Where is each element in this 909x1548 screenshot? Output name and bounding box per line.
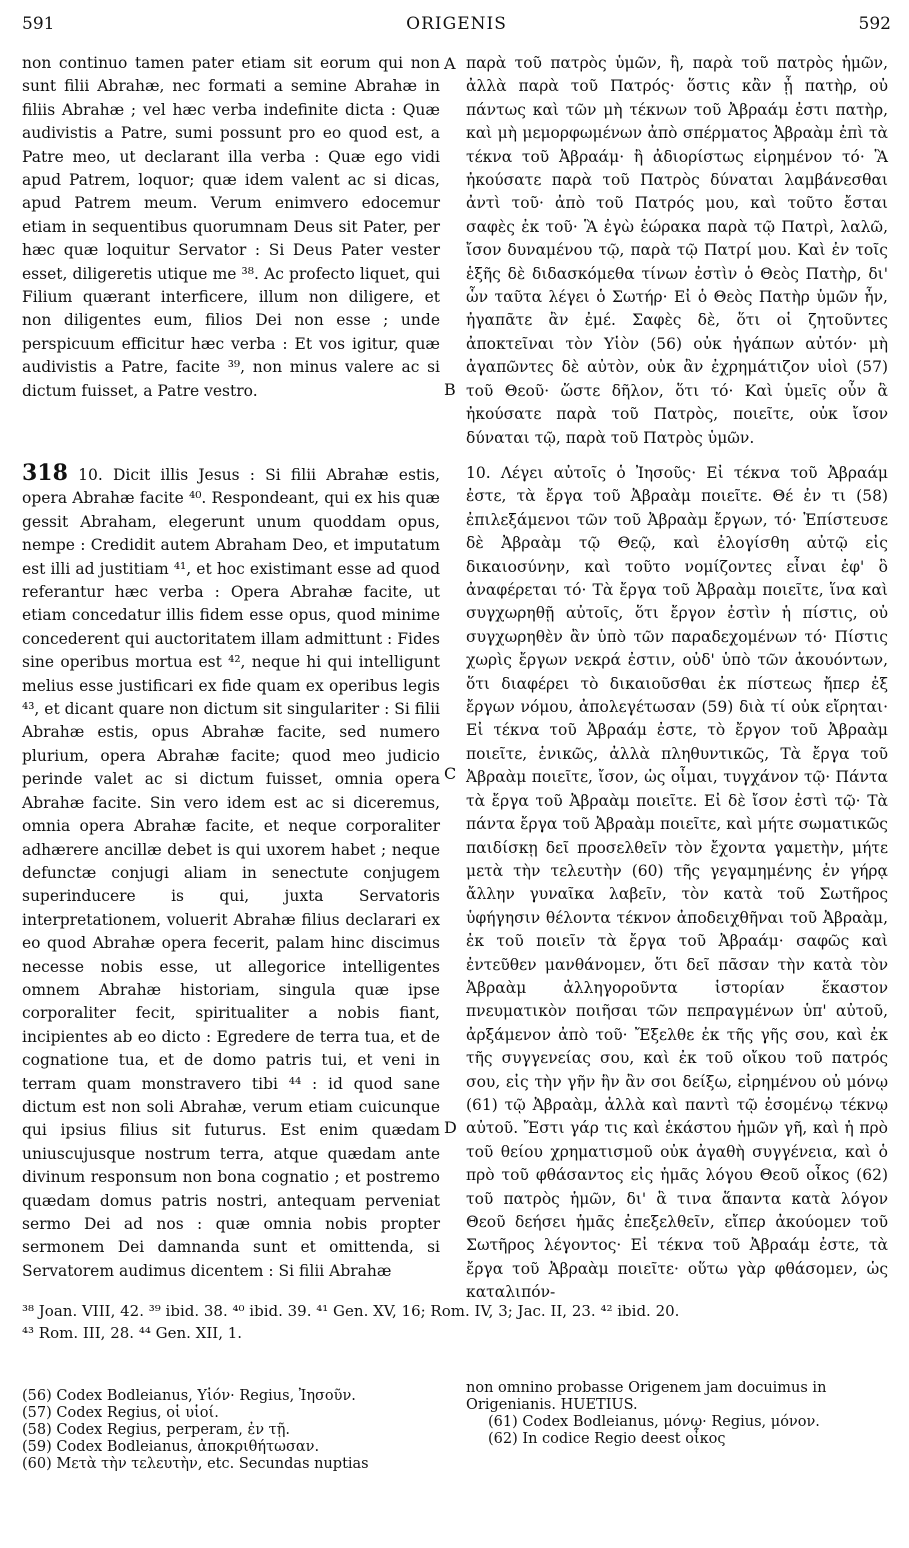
running-title: ORIGENIS bbox=[406, 14, 507, 34]
apparatus-note: (62) In codice Regio deest οἶκος bbox=[488, 1431, 726, 1447]
apparatus-note: (56) Codex Bodleianus, Υἱόν· Regius, Ἰησοῦν. bbox=[22, 1388, 356, 1404]
footnote-line: ⁴³ Rom. III, 28. ⁴⁴ Gen. XII, 1. bbox=[22, 1324, 243, 1342]
page-header bbox=[22, 14, 891, 38]
apparatus-note: (60) Μετὰ τὴν τελευτὴν, etc. Secundas nuptias bbox=[22, 1456, 369, 1472]
right-page-number: 592 bbox=[858, 14, 891, 34]
greek-column-top bbox=[466, 52, 888, 450]
margin-marker-b: B bbox=[444, 380, 456, 399]
greek-column-bottom bbox=[466, 462, 888, 1305]
latin-paragraph-1: non continuo tamen pater etiam sit eorum qui non sunt filii Abrahæ, nec formati a semine Abrahæ in filiis Abrahæ ; vel hæc verba indefinite dicta : Quæ audivistis a Patre, sumi possunt pro eo quod est, a Patre meo, ut declarant illa verba : Quæ ego vidi apud Patrem, loquor; quæ idem valent ac si dicas, apud Patrem meum. Verum enimvero edocemur etiam in sequentibus quorumnam Deus sit Pater, per hæc quæ loquitur Servator : Si Deus Pater vester esset, diligeretis utique me ³⁸. Ac profecto liquet, qui Filium quærant interficere, illum non diligere, et non diligentes eum, filios Dei non esse ; unde perspicuum efficitur hæc verba : Et vos igitur, quæ audivistis a Patre, facite ³⁹, non minus valere ac si dictum fuisset, a Patre vestro. bbox=[22, 54, 440, 400]
latin-paragraph-2-text: 10. Dicit illis Jesus : Si filii Abrahæ estis, opera Abrahæ facite ⁴⁰. Respondeant, qui ex his quæ gessit Abraham, elegerunt unum quoddam opus, nempe : Credidit autem Abraham Deo, et imputatum est illi ad justitiam ⁴¹, et hoc existimant esse ad quod referantur hæc verba : Opera Abrahæ facite, ut etiam concedatur illis fidem esse opus, quod minime concederent qui auctoritatem illam admittunt : Fides sine operibus mortua est ⁴², neque hi qui intelligunt melius esse justificari ex fide quam ex operibus legis ⁴³, et dicant quare non dictum sit singulariter : Si filii Abrahæ estis, opus Abrahæ facite, sed numero plurium, opera Abrahæ facite; quod meo judicio perinde valet ac si dictum fuisset, omnia opera Abrahæ facite. Sin vero idem est ac si diceremus, omnia opera Abrahæ facite, et neque corporaliter adhærere ancillæ debet is qui uxorem habet ; neque defunctæ conjugi aliam in senectute conjugem superinducere is qui, juxta Servatoris interpretationem, voluerit Abrahæ filius declarari ex eo quod Abrahæ opera fecerit, palam hinc discimus necesse nobis esse, ut allegorice intelligentes omnem Abrahæ historiam, singula quæ ipse corporaliter fecit, spiritualiter a nobis fiant, incipientes ab eo dicto : Egredere de terra tua, et de cognatione tua, et de domo patris tui, et veni in terram quam monstravero tibi ⁴⁴ : id quod sane dictum est non soli Abrahæ, verum etiam cuicunque qui ipsius filius sit futurus. Est enim quædam uniuscujusque nostrum terra, atque quædam ante divinum responsum non bona cognatio ; et postremo quædam domus patris nostri, antequam perveniat sermo Dei ad nos : quæ omnia nobis propter sermonem Dei damnanda sunt et omittenda, si Servatorem audimus dicentem : Si filii Abrahæ bbox=[22, 466, 440, 1280]
apparatus-note: (57) Codex Regius, οἱ υἱοί. bbox=[22, 1405, 219, 1421]
apparatus-note: non omnino probasse Origenem jam docuimus in Origenianis. HUETIUS. bbox=[466, 1380, 827, 1413]
margin-marker-a: A bbox=[444, 54, 456, 73]
latin-column-top bbox=[22, 52, 440, 403]
left-page-number: 591 bbox=[22, 14, 55, 34]
section-number: 318 bbox=[22, 460, 68, 486]
margin-marker-d: D bbox=[444, 1118, 457, 1137]
greek-paragraph-1: παρὰ τοῦ πατρὸς ὑμῶν, ἢ, παρὰ τοῦ πατρὸς ἡμῶν, ἀλλὰ παρὰ τοῦ Πατρός· ὅστις κἂν ᾖ πατὴρ, οὐ πάντως καὶ τῶν μὴ τέκνων τοῦ Ἀβραάμ ἐστι πατὴρ, καὶ μὴ μεμορφωμένων ἀπὸ σπέρματος Ἀβραὰμ ἐπὶ τὰ τέκνα τοῦ Ἀβραάμ· ἢ ἀδιορίστως εἰρημένον τό· Ἃ ἠκούσατε παρὰ τοῦ Πατρὸς δύναται λαμβάνεσθαι ἀντὶ τοῦ· ἀπὸ τοῦ Πατρός μου, καὶ τοῦτο ἔσται σαφὲς ἐκ τοῦ· Ἃ ἐγὼ ἑώρακα παρὰ τῷ Πατρὶ, λαλῶ, ἴσον δυναμένου τῷ, παρὰ τῷ Πατρί μου. Καὶ ἐν τοῖς ἑξῆς δὲ διδασκόμεθα τίνων ἐστὶν ὁ Θεὸς Πατὴρ, δι' ὧν ταῦτα λέγει ὁ Σωτήρ· Εἰ ὁ Θεὸς Πατὴρ ὑμῶν ἦν, ἠγαπᾶτε ἂν ἐμέ. Σαφὲς δὲ, ὅτι οἱ ζητοῦντες ἀποκτεῖναι τὸν Υἱὸν (56) οὐκ ἠγάπων αὐτόν· μὴ ἀγαπῶντες δὲ αὐτὸν, οὐκ ἂν ἐχρημάτιζον υἱοὶ (57) τοῦ Θεοῦ· ὥστε δῆλον, ὅτι τό· Καὶ ὑμεῖς οὖν ἃ ἠκούσατε παρὰ τοῦ Πατρὸς, ποιεῖτε, οὐκ ἴσον δύναται τῷ, παρὰ τοῦ Πατρὸς ὑμῶν. bbox=[466, 54, 888, 447]
apparatus-note: (58) Codex Regius, perperam, ἐν τῇ. bbox=[22, 1422, 290, 1438]
footnotes bbox=[22, 1300, 891, 1344]
apparatus-left bbox=[22, 1388, 442, 1473]
margin-marker-c: C bbox=[444, 764, 457, 783]
apparatus-note: (59) Codex Bodleianus, ἀποκριθήτωσαν. bbox=[22, 1439, 320, 1455]
greek-paragraph-2: 10. Λέγει αὐτοῖς ὁ Ἰησοῦς· Εἰ τέκνα τοῦ Ἀβραάμ ἐστε, τὰ ἔργα τοῦ Ἀβραὰμ ποιεῖτε. Θέ ἐν τι (58) ἐπιλεξάμενοι τῶν τοῦ Ἀβραὰμ ἔργων, τό· Ἐπίστευσε δὲ Ἀβραὰμ τῷ Θεῷ, καὶ ἐλογίσθη αὐτῷ εἰς δικαιοσύνην, καὶ τοῦτο νομίζοντες εἶναι ἐφ' ὃ ἀναφέρεται τό· Τὰ ἔργα τοῦ Ἀβραὰμ ποιεῖτε, ἵνα καὶ συγχωρηθῇ αὐτοῖς, ὅτι ἔργον ἐστὶν ἡ πίστις, οὐ συγχωρηθὲν ἂν ὑπὸ τῶν παραδεχομένων τό· Πίστις χωρὶς ἔργων νεκρά ἐστιν, οὐδ' ὑπὸ τῶν ἀκουόντων, ὅτι διαφέρει τὸ δικαιοῦσθαι ἐκ πίστεως ἤπερ ἐξ ἔργων νόμου, ἀπολεγέτωσαν (59) διὰ τί οὐκ εἴρηται· Εἰ τέκνα τοῦ Ἀβραάμ ἐστε, τὸ ἔργον τοῦ Ἀβραὰμ ποιεῖτε, ἑνικῶς, ἀλλὰ πληθυντικῶς, Τὰ ἔργα τοῦ Ἀβραὰμ ποιεῖτε, ἴσον, ὡς οἶμαι, τυγχάνον τῷ· Πάντα τὰ ἔργα τοῦ Ἀβραὰμ ποιεῖτε. Εἰ δὲ ἴσον ἐστὶ τῷ· Τὰ πάντα ἔργα τοῦ Ἀβραὰμ ποιεῖτε, καὶ μήτε σωματικῶς παιδίσκῃ δεῖ προσελθεῖν τὸν ἔχοντα γαμετὴν, μήτε μετὰ τὴν τελευτὴν (60) τῆς γεγαμημένης ἐν γήρᾳ ἄλλην γυναῖκα λαβεῖν, τὸν κατὰ τοῦ Σωτῆρος ὑφήγησιν θέλοντα τέκνον ἀποδειχθῆναι τοῦ Ἀβραὰμ, ἐκ τοῦ ποιεῖν τὰ ἔργα τοῦ Ἀβραάμ· σαφῶς καὶ ἐντεῦθεν μανθάνομεν, ὅτι δεῖ πᾶσαν τὴν κατὰ τὸν Ἀβραὰμ ἀλληγοροῦντα ἱστορίαν ἕκαστον πνευματικὸν ποιῆσαι τῶν πεπραγμένων ὑπ' αὐτοῦ, ἀρξάμενον ἀπὸ τοῦ· Ἔξελθε ἐκ τῆς γῆς σου, καὶ ἐκ τῆς συγγενείας σου, καὶ ἐκ τοῦ οἴκου τοῦ πατρός σου, εἰς τὴν γῆν ἣν ἂν σοι δείξω, εἰρημένου οὐ μόνῳ (61) τῷ Ἀβραὰμ, ἀλλὰ καὶ παντὶ τῷ ἐσομένῳ τέκνῳ αὐτοῦ. Ἔστι γάρ τις καὶ ἑκάστου ἡμῶν γῆ, καὶ ἡ πρὸ τοῦ θείου χρηματισμοῦ οὐκ ἀγαθὴ συγγένεια, καὶ ὁ πρὸ τοῦ φθάσαντος εἰς ἡμᾶς λόγου Θεοῦ οἶκος (62) τοῦ πατρὸς ἡμῶν, δι' ἃ τινα ἅπαντα κατὰ λόγον Θεοῦ δεήσει ἡμᾶς ἐπεξελθεῖν, εἴπερ ἀκούομεν τοῦ Σωτῆρος λέγοντος· Εἰ τέκνα τοῦ Ἀβραάμ ἐστε, τὰ ἔργα τοῦ Ἀβραὰμ ποιεῖτε· οὕτω γὰρ φθάσομεν, ὡς καταλιπόν- bbox=[466, 464, 888, 1302]
latin-column-bottom bbox=[22, 462, 440, 1283]
footnote-line: ³⁸ Joan. VIII, 42. ³⁹ ibid. 38. ⁴⁰ ibid. 39. ⁴¹ Gen. XV, 16; Rom. IV, 3; Jac. II, 23. ⁴² ibid. 20. bbox=[22, 1302, 680, 1320]
apparatus-right bbox=[466, 1380, 888, 1448]
latin-paragraph-2 bbox=[22, 462, 440, 1283]
apparatus-note: (61) Codex Bodleianus, μόνῳ· Regius, μόνον. bbox=[488, 1414, 820, 1430]
